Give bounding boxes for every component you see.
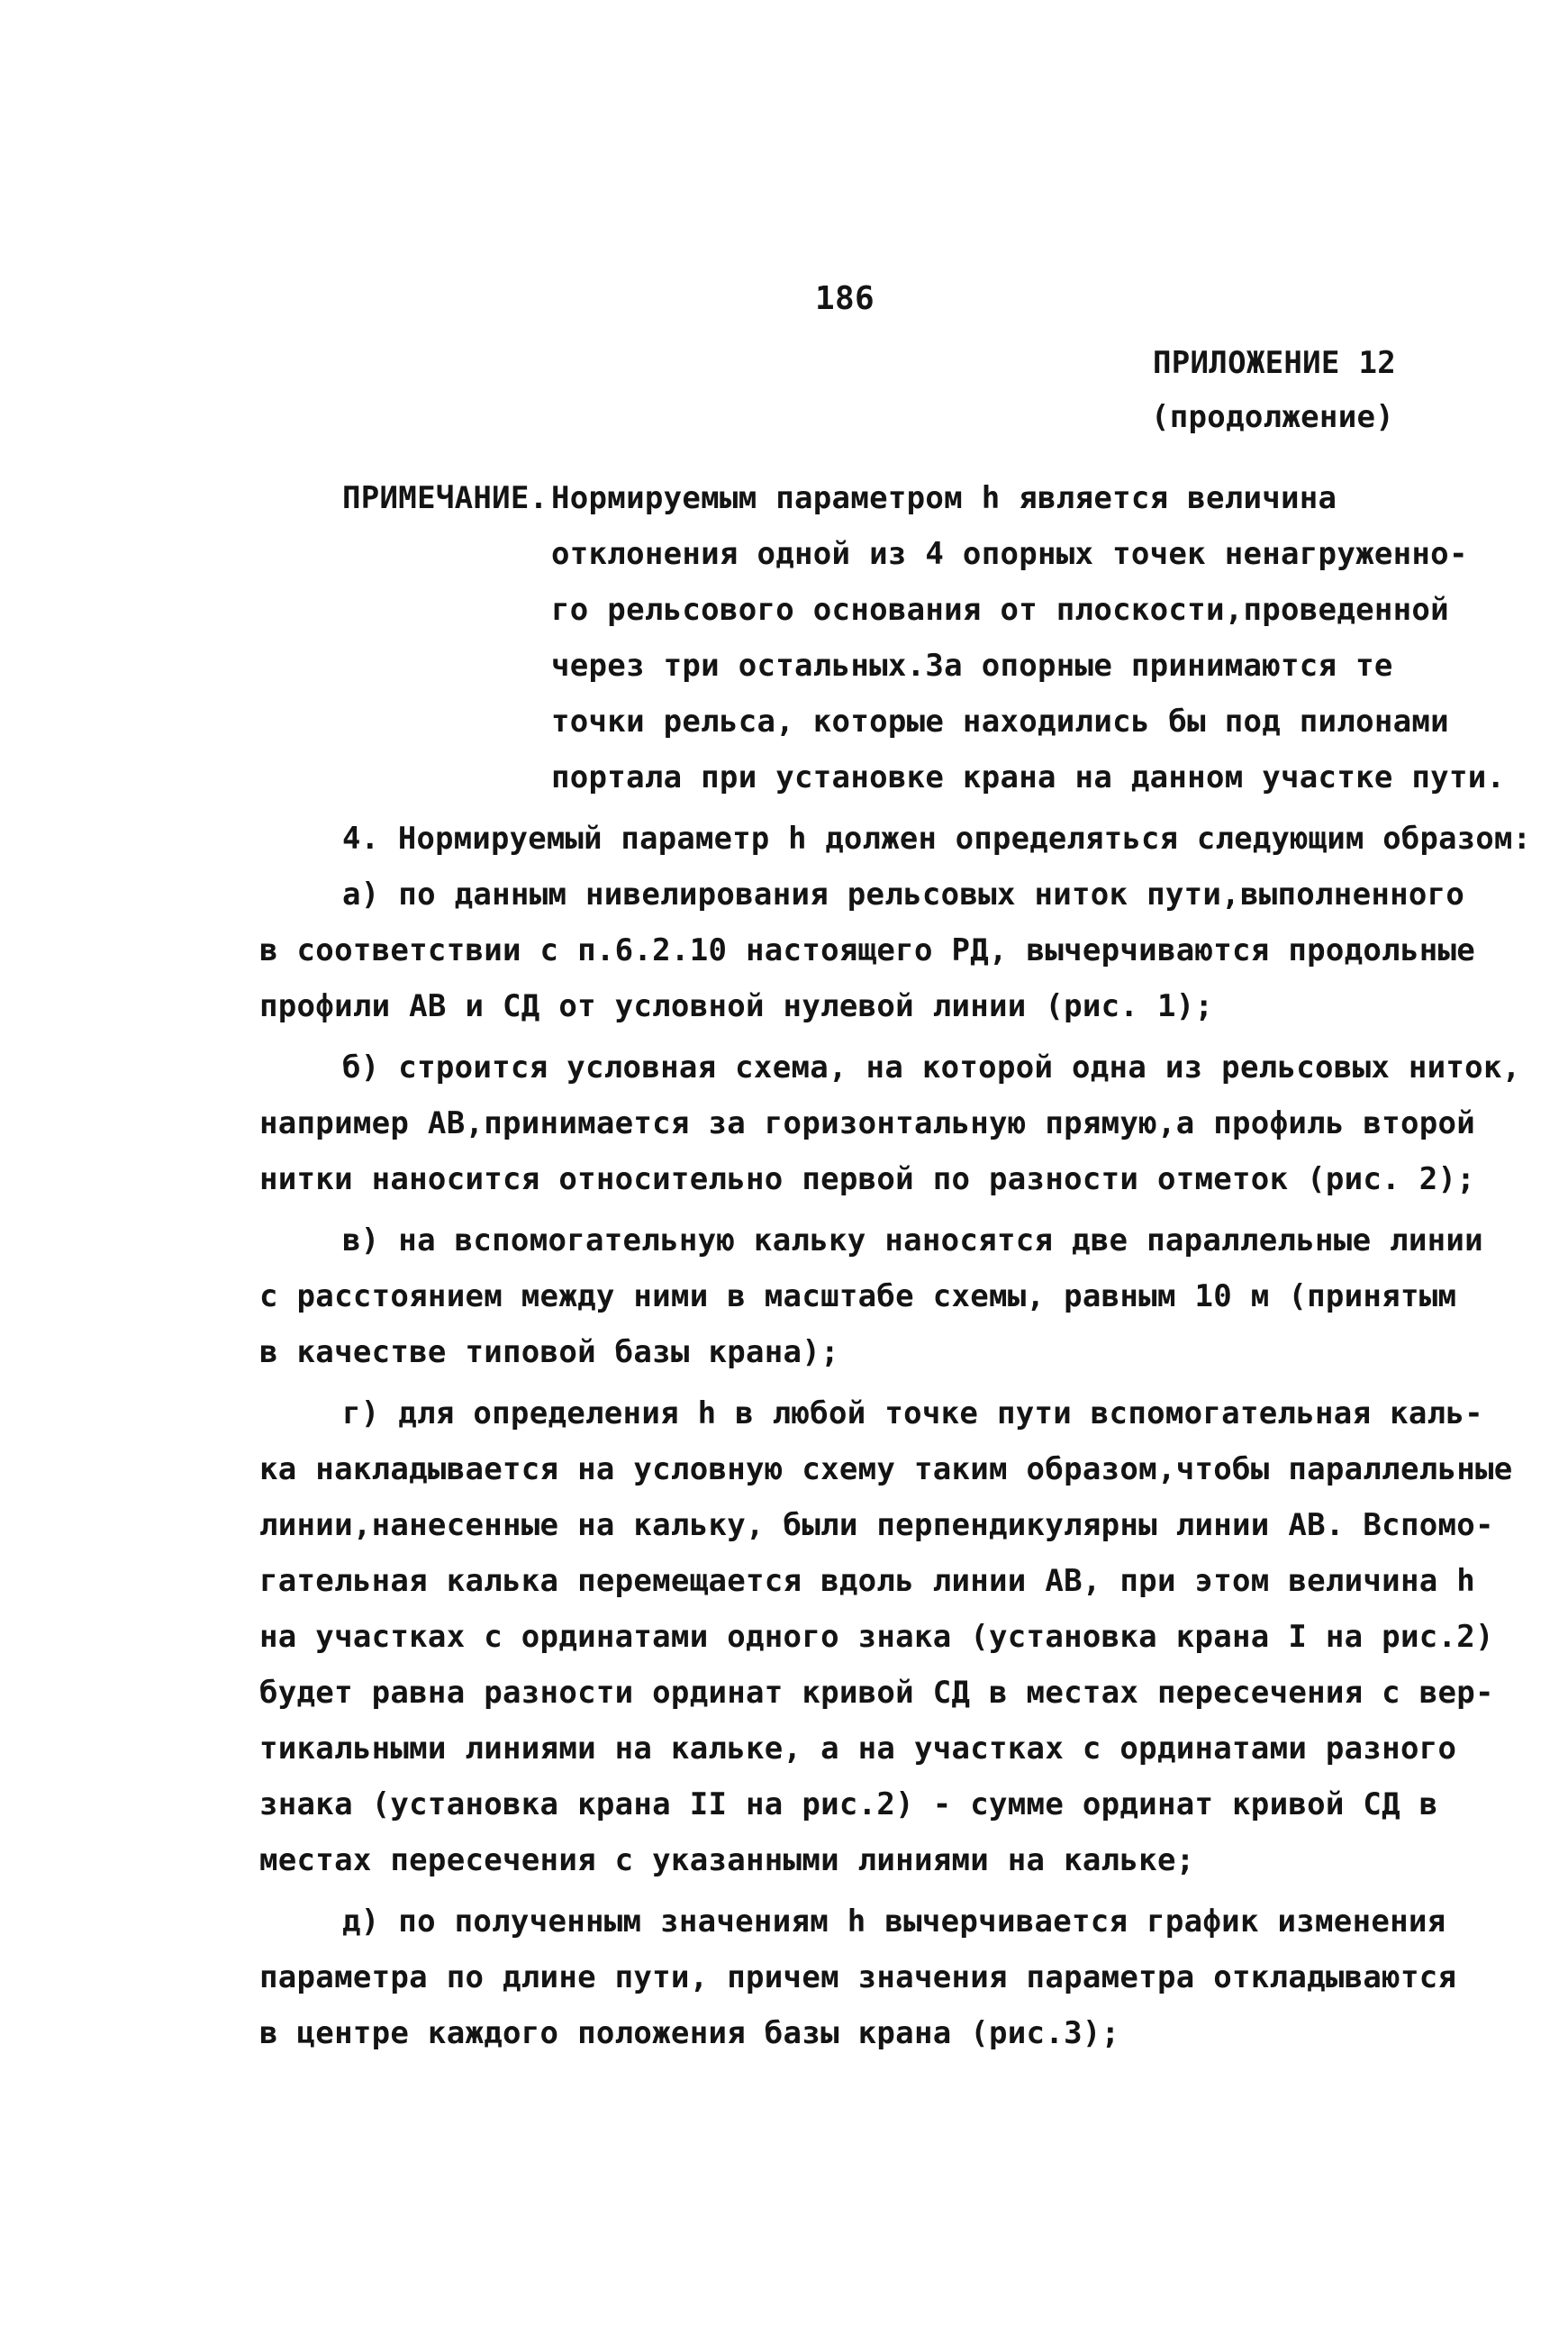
- page-number: 186: [815, 280, 875, 317]
- item-b-line: например АВ,принимается за горизонтальную прямую,а профиль второй: [259, 1105, 1476, 1141]
- item-d-line: параметра по длине пути, причем значения параметра откладываются: [259, 1959, 1457, 1995]
- note-label: ПРИМЕЧАНИЕ.: [342, 480, 548, 516]
- paragraph-4-heading: 4. Нормируемый параметр h должен определяться следующим образом:: [342, 821, 1532, 857]
- item-a-line: а) по данным нивелирования рельсовых ниток пути,выполненного: [342, 877, 1465, 913]
- item-g-line: ка накладывается на условную схему таким образом,чтобы параллельные: [259, 1451, 1513, 1487]
- item-b-line: б) строится условная схема, на которой одна из рельсовых ниток,: [342, 1049, 1521, 1086]
- item-g-line: г) для определения h в любой точке пути вспомогательная каль-: [342, 1395, 1483, 1431]
- item-g-line: местах пересечения с указанными линиями на кальке;: [259, 1842, 1195, 1878]
- item-v-line: с расстоянием между ними в масштабе схемы, равным 10 м (принятым: [259, 1278, 1457, 1314]
- item-g-line: тикальными линиями на кальке, а на участках с ординатами разного: [259, 1731, 1457, 1767]
- note-line: точки рельса, которые находились бы под пилонами: [551, 704, 1449, 740]
- item-d-line: д) по полученным значениям h вычерчивается график изменения: [342, 1904, 1446, 1940]
- note-line: Нормируемым параметром h является величина: [551, 480, 1337, 516]
- item-g-line: знака (установка крана II на рис.2) - сумме ординат кривой СД в: [259, 1786, 1438, 1822]
- item-b-line: нитки наносится относительно первой по разности отметок (рис. 2);: [259, 1161, 1476, 1197]
- item-g-line: гательная калька перемещается вдоль линии АВ, при этом величина h: [259, 1563, 1476, 1599]
- item-v-line: в качестве типовой базы крана);: [259, 1334, 839, 1370]
- note-line: через три остальных.За опорные принимаются те: [551, 648, 1393, 684]
- item-v-line: в) на вспомогательную кальку наносятся две параллельные линии: [342, 1222, 1483, 1258]
- appendix-heading: ПРИЛОЖЕНИЕ 12: [1153, 345, 1397, 381]
- item-a-line: профили АВ и СД от условной нулевой линии (рис. 1);: [259, 988, 1214, 1024]
- continuation-label: (продолжение): [1151, 399, 1395, 435]
- item-a-line: в соответствии с п.6.2.10 настоящего РД, вычерчиваются продольные: [259, 932, 1476, 968]
- note-line: го рельсового основания от плоскости,проведенной: [551, 592, 1449, 628]
- item-d-line: в центре каждого положения базы крана (рис.3);: [259, 2015, 1120, 2051]
- note-line: портала при установке крана на данном участке пути.: [551, 759, 1506, 795]
- item-g-line: на участках с ординатами одного знака (установка крана I на рис.2): [259, 1619, 1494, 1655]
- note-line: отклонения одной из 4 опорных точек ненагруженно-: [551, 536, 1468, 572]
- item-g-line: будет равна разности ординат кривой СД в местах пересечения с вер-: [259, 1675, 1494, 1711]
- item-g-line: линии,нанесенные на кальку, были перпендикулярны линии АВ. Вспомо-: [259, 1507, 1494, 1543]
